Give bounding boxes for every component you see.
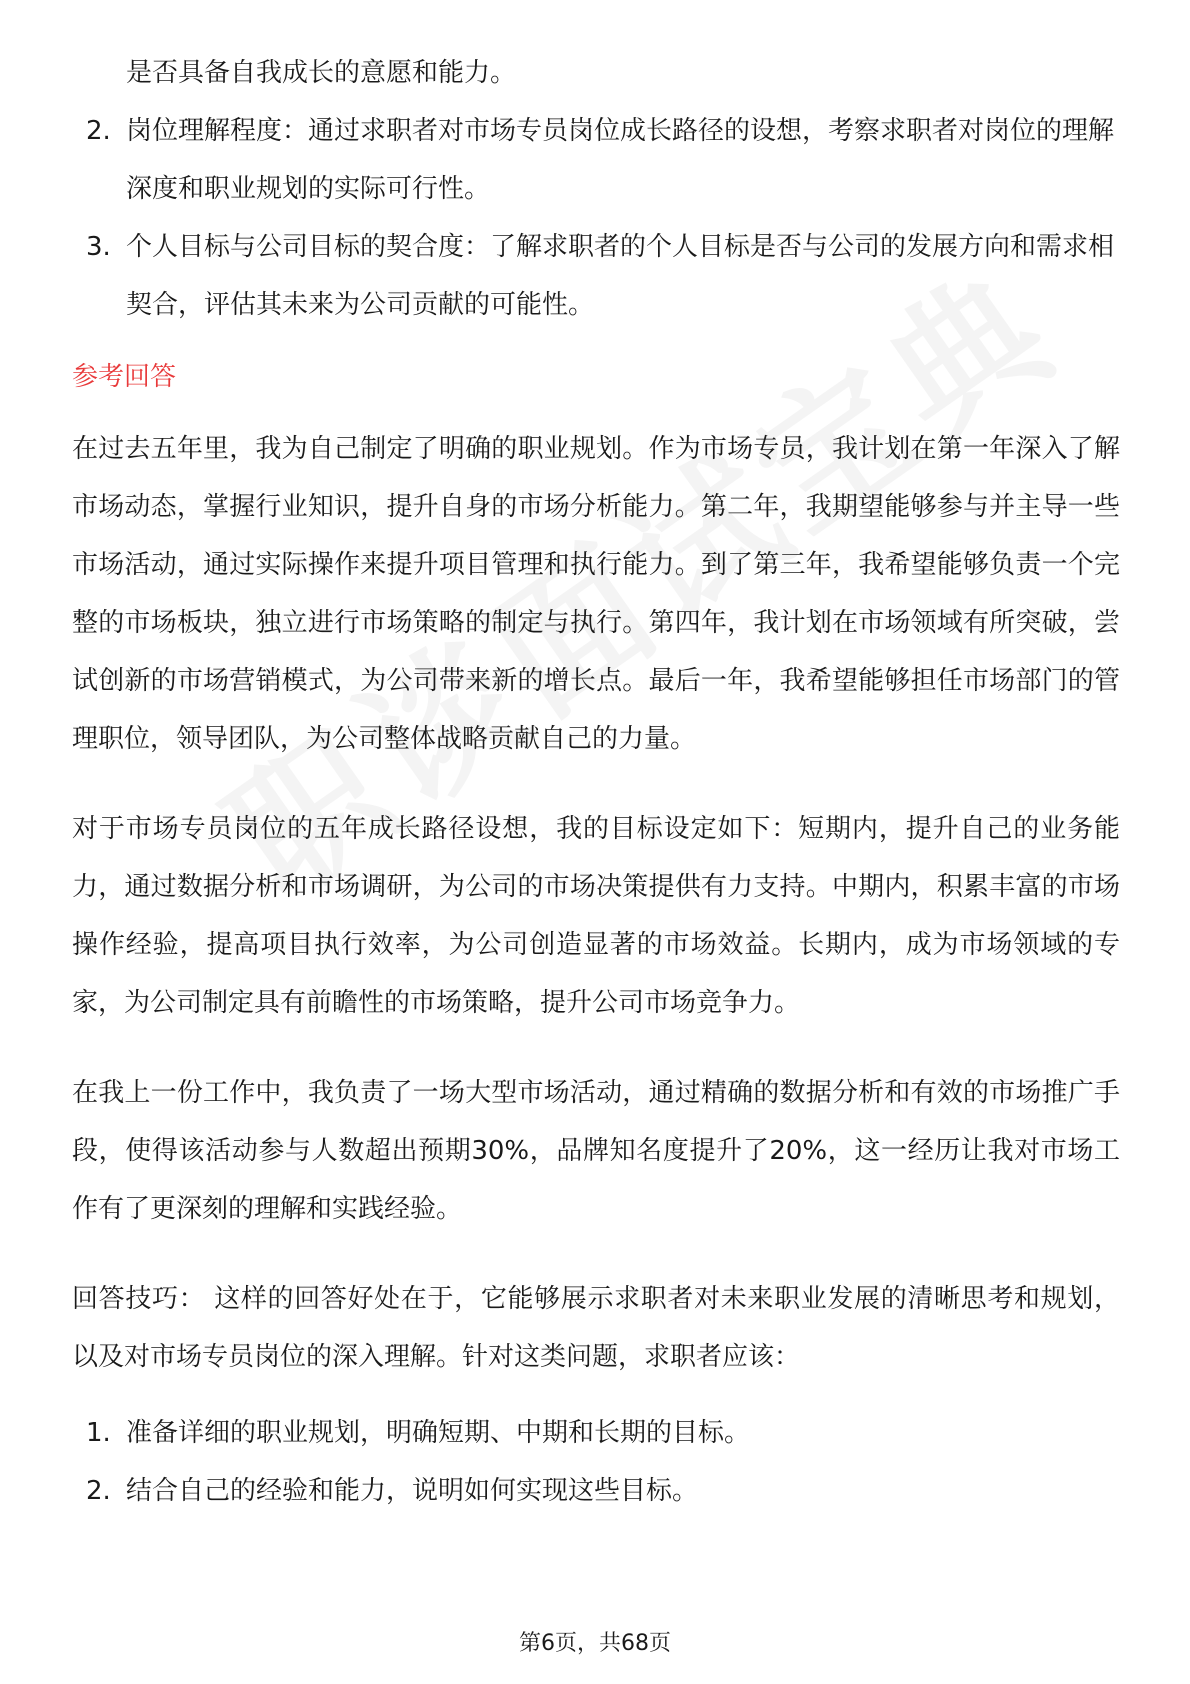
tips-intro-paragraph: 回答技巧： 这样的回答好处在于，它能够展示求职者对未来职业发展的清晰思考和规划，以及对市场专员岗位的深入理解。针对这类问题，求职者应该： bbox=[72, 1284, 1120, 1372]
list-item-number: 3. bbox=[86, 232, 111, 262]
list-item-text: 结合自己的经验和能力，说明如何实现这些目标。 bbox=[126, 1476, 699, 1506]
page-footer: 第6页，共68页 bbox=[519, 1631, 671, 1656]
answer-paragraph: 在过去五年里，我为自己制定了明确的职业规划。作为市场专员，我计划在第一年深入了解市场动态，掌握行业知识，提升自身的市场分析能力。第二年，我期望能够参与并主导一些市场活动，通过实际操作来提升项目管理和执行能力。到了第三年，我希望能够负责一个完整的市场板块，独立进行市场策略的制定与执行。第四年，我计划在市场领域有所突破，尝试创新的市场营销模式，为公司带来新的增长点。最后一年，我希望能够担任市场部门的管理职位，领导团队，为公司整体战略贡献自己的力量。 bbox=[72, 434, 1120, 754]
tips-list bbox=[72, 1404, 1120, 1520]
list-item-text: 准备详细的职业规划，明确短期、中期和长期的目标。 bbox=[126, 1418, 751, 1448]
answer-heading: 参考回答 bbox=[72, 362, 177, 392]
list-item-number: 2. bbox=[86, 116, 111, 146]
list-item bbox=[72, 1404, 1120, 1462]
list-continuation-text: 是否具备自我成长的意愿和能力。 bbox=[126, 58, 517, 88]
answer-paragraph: 对于市场专员岗位的五年成长路径设想，我的目标设定如下：短期内，提升自己的业务能力，通过数据分析和市场调研，为公司的市场决策提供有力支持。中期内，积累丰富的市场操作经验，提高项目执行效率，为公司创造显著的市场效益。长期内，成为市场领域的专家，为公司制定具有前瞻性的市场策略，提升公司市场竞争力。 bbox=[72, 814, 1120, 1018]
list-item-text: 岗位理解程度：通过求职者对市场专员岗位成长路径的设想，考察求职者对岗位的理解深度和职业规划的实际可行性。 bbox=[126, 116, 1115, 204]
criteria-list bbox=[72, 102, 1120, 334]
answer-paragraph: 在我上一份工作中，我负责了一场大型市场活动，通过精确的数据分析和有效的市场推广手段，使得该活动参与人数超出预期30%，品牌知名度提升了20%，这一经历让我对市场工作有了更深刻的理解和实践经验。 bbox=[72, 1078, 1120, 1224]
list-item-number: 2. bbox=[86, 1476, 111, 1506]
document-page bbox=[72, 44, 1120, 1520]
list-item-text: 个人目标与公司目标的契合度：了解求职者的个人目标是否与公司的发展方向和需求相契合，评估其未来为公司贡献的可能性。 bbox=[126, 232, 1115, 320]
list-item bbox=[72, 1462, 1120, 1520]
list-item bbox=[72, 218, 1120, 334]
list-item bbox=[72, 102, 1120, 218]
list-item-number: 1. bbox=[86, 1418, 111, 1448]
